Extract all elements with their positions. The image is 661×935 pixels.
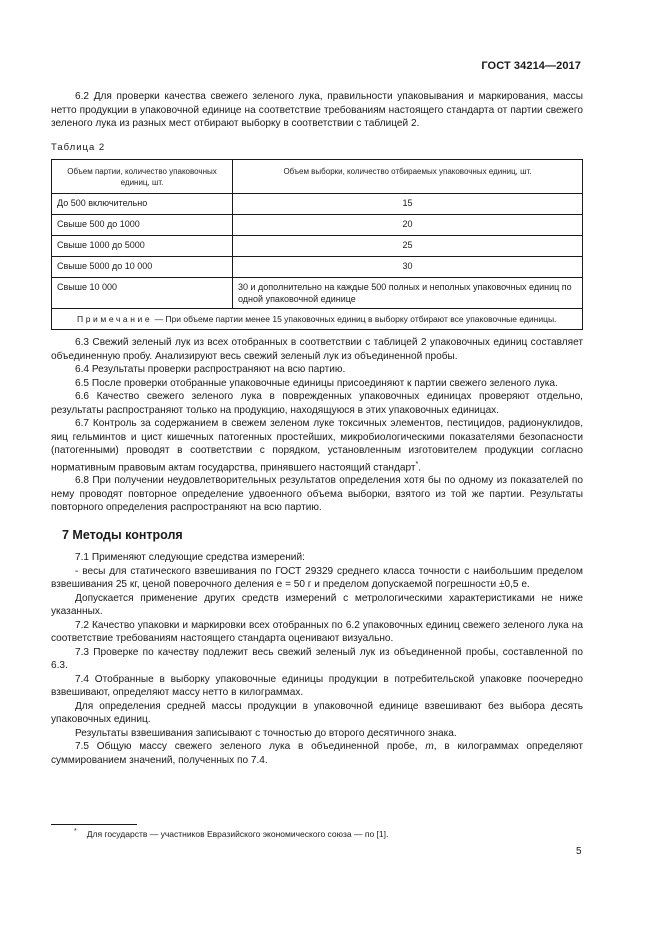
header-lot-size: Объем партии, количество упаковочных единиц, шт. [52,160,233,194]
paragraph-7-3: 7.3 Проверке по качеству подлежит весь свежий зеленый лук из объединенной пробы, составленной по 6.3. [51,646,583,672]
footnote-text: Для государств — участников Евразийского экономического союза — по [1]. [86,828,389,839]
paragraph-6-7-end: . [418,461,422,473]
lot-size-cell: Свыше 5000 до 10 000 [52,257,233,278]
sample-size-table [51,159,583,330]
document-code: ГОСТ 34214—2017 [481,60,581,72]
paragraph-7-1-scales: - весы для статического взвешивания по ГОСТ 29329 среднего класса точности с наибольшим пределом взвешивания 25 кг, ценой поверочного деления e = 50 г и пределом допускаемой погрешности ±0,5 e. [51,565,583,591]
table-row [52,236,583,257]
page-number: 5 [576,846,582,857]
sample-size-cell: 30 [233,257,583,278]
paragraph-6-6: 6.6 Качество свежего зеленого лука в поврежденных упаковочных единицах проверяют отдельно, результаты распространяют только на продукцию, находящуюся в этих упаковочных единицах. [51,391,583,416]
lot-size-cell: Свыше 500 до 1000 [52,215,233,236]
table-note [52,309,583,330]
sample-size-cell: 15 [233,194,583,215]
table-row [52,194,583,215]
sample-size-cell: 20 [233,215,583,236]
paragraph-7-4-average: Для определения средней массы продукции в упаковочной единице взвешивают без выбора десять упаковочных единиц. [51,700,583,726]
section-title: 7 Методы контроля [62,527,183,542]
paragraph-7-5 [51,740,583,767]
mass-variable: m [425,741,434,753]
note-text: — При объеме партии менее 15 упаковочных единиц в выборку отбирают все упаковочные единицы. [152,314,557,324]
paragraph-7-4-results: Результаты взвешивания записывают с точностью до второго десятичного знака. [75,727,457,739]
lot-size-cell: До 500 включительно [52,194,233,215]
paragraph-6-7 [51,417,583,474]
lot-size-cell: Свыше 10 000 [52,278,233,309]
paragraph-group-6 [51,336,583,515]
table-caption: Таблица 2 [51,141,106,153]
note-label: Примечание [77,314,153,324]
sample-size-cell: 25 [233,236,583,257]
paragraph-6-5: 6.5 После проверки отобранные упаковочные единицы присоединяют к партии свежего зеленого лука. [75,377,558,389]
footnote-reference: * [415,460,419,468]
paragraph-6-7-text: 6.7 Контроль за содержанием в свежем зеленом луке токсичных элементов, пестицидов, радионуклидов, яиц гельминтов и цист кишечных патогенных простейших, микробиологическими показателями безопасности (патогенными) проводят в соответствии с порядком, установленным изготовителем продукции согласно нормативным правовым актам государства, принявшего настоящий стандарт [51,418,583,473]
paragraph-7-1: 7.1 Применяют следующие средства измерений: [75,552,305,564]
footnote-divider [51,824,137,825]
lot-size-cell: Свыше 1000 до 5000 [52,236,233,257]
table-row [52,257,583,278]
footnote [74,828,388,839]
paragraph-7-4: 7.4 Отобранные в выборку упаковочные единицы продукции в потребительской упаковке поочередно взвешивают, определяют массу нетто в килограммах. [51,673,583,699]
table-header-row [52,160,583,194]
paragraph-7-5-start: 7.5 Общую массу свежего зеленого лука в объединенной пробе, [75,741,426,753]
table-row [52,215,583,236]
footnote-mark: * [74,828,77,835]
paragraph-6-8: 6.8 При получении неудовлетворительных результатов определения хотя бы по одному из показателей по нему проводят повторное определение удвоенного объема выборки, взятого из той же партии. Результаты повторного определения распространяют на всю партию. [51,475,583,514]
paragraph-7-5-end: , в килограммах определяют суммированием значений, полученных по 7.4. [51,741,583,766]
paragraph-7-2: 7.2 Качество упаковки и маркировки всех отобранных по 6.2 упаковочных единиц свежего зеленого лука на соответствие требованиям настоящего стандарта оценивают визуально. [51,619,583,645]
paragraph-6-2: 6.2 Для проверки качества свежего зеленого лука, правильности упаковывания и маркирования, массы нетто продукции в упаковочной единице на соответствие требованиям настоящего стандарта от партии свежего зеленого лука из разных мест отбирают выборку в соответствии с таблицей 2. [51,91,583,129]
header-sample-size: Объем выборки, количество отбираемых упаковочных единиц, шт. [233,160,583,194]
paragraph-6-4: 6.4 Результаты проверки распространяют на всю партию. [75,364,346,375]
sample-size-cell: 30 и дополнительно на каждые 500 полных и неполных упаковочных единиц по одной упаковочной единице [233,278,583,309]
table-note-row [52,309,583,330]
paragraph-6-3: 6.3 Свежий зеленый лук из всех отобранных в соответствии с таблицей 2 упаковочных единиц составляет объединенную пробу. Анализируют весь свежий зеленый лук из объединенной пробы. [51,337,583,362]
table-row [52,278,583,309]
page-content [51,90,583,767]
paragraph-7-1-allowance: Допускается применение других средств измерений с метрологическими характеристиками не ниже указанных. [51,592,583,618]
